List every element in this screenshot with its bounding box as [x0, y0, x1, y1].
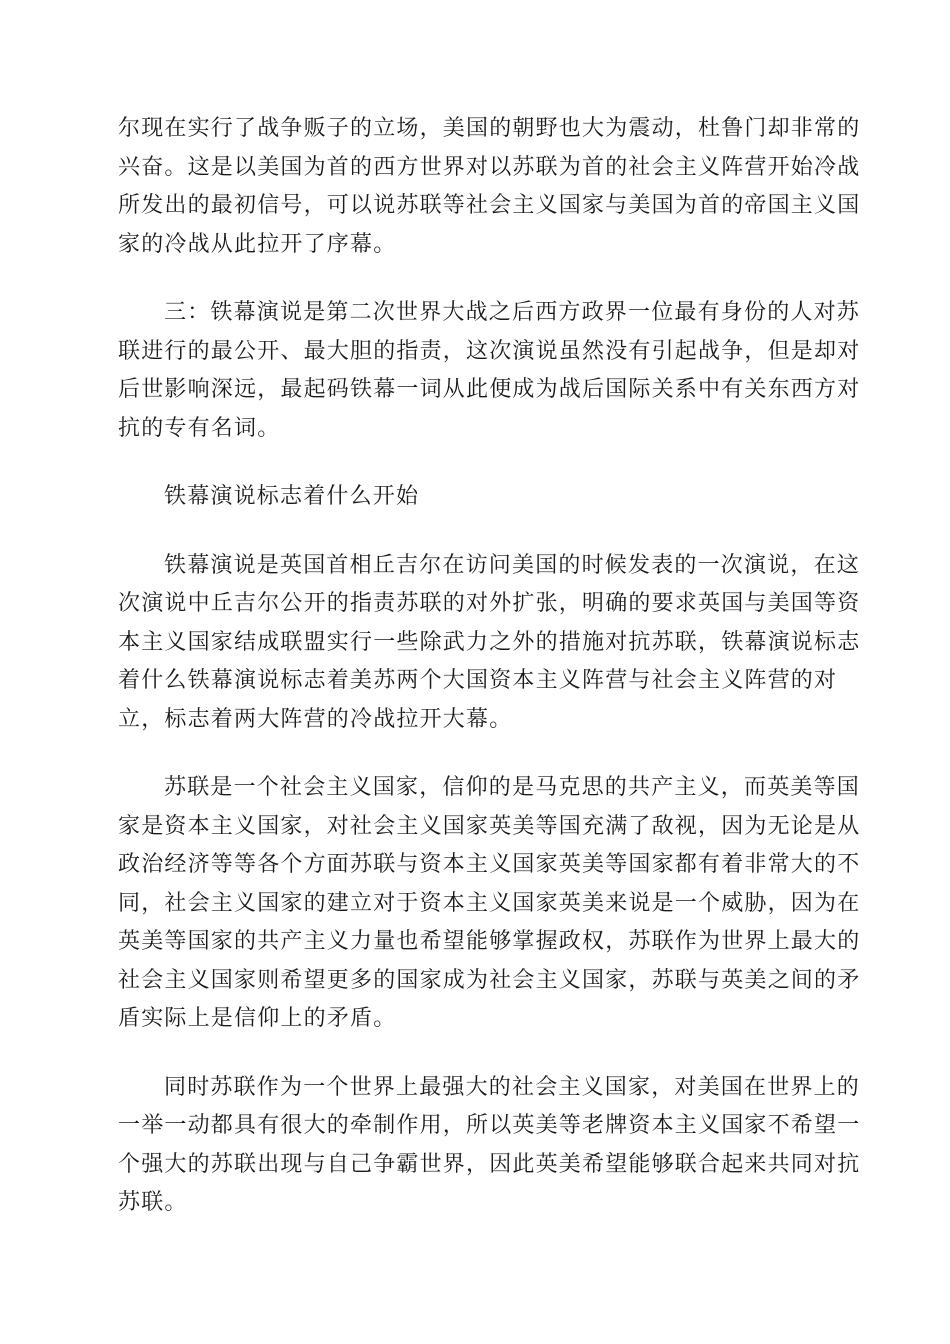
text-line: 家的冷战从此拉开了序幕。	[118, 231, 397, 257]
document-page	[118, 110, 861, 1223]
paragraph-cold-war-origin	[118, 110, 861, 264]
text-line: 三：铁幕演说是第二次世界大战之后西方政界一位最有身份的人对苏	[164, 300, 861, 325]
text-line: 英美等国家的共产主义力量也希望能够掌握政权，苏联作为世界上最大的	[118, 929, 861, 954]
text-line: 联进行的最公开、最大胆的指责，这次演说虽然没有引起战争，但是却对	[118, 338, 861, 364]
text-line: 立，标志着两大阵营的冷战拉开大幕。	[118, 706, 513, 732]
text-line: 抗的专有名词。	[118, 415, 281, 441]
text-line: 社会主义国家则希望更多的国家成为社会主义国家，苏联与英美之间的矛	[118, 967, 861, 993]
text-line: 个强大的苏联出现与自己争霸世界，因此英美希望能够联合起来共同对抗	[118, 1151, 861, 1177]
text-line: 同，社会主义国家的建立对于资本主义国家英美来说是一个威胁，因为在	[118, 890, 861, 916]
text-line: 着什么铁幕演说标志着美苏两个大国资本主义阵营与社会主义阵营的对	[118, 668, 838, 693]
paragraph-ideology-conflict	[118, 769, 861, 1039]
section-heading-text: 铁幕演说标志着什么开始	[164, 484, 420, 509]
text-line: 盾实际上是信仰上的矛盾。	[118, 1006, 397, 1031]
paragraph-point-three	[118, 294, 861, 448]
text-line: 铁幕演说是英国首相丘吉尔在访问美国的时候发表的一次演说，在这	[164, 552, 861, 578]
text-line: 苏联是一个社会主义国家，信仰的是马克思的共产主义，而英美等国	[164, 775, 861, 800]
text-line: 苏联。	[118, 1190, 188, 1215]
section-heading	[118, 478, 832, 517]
text-line: 次演说中丘吉尔公开的指责苏联的对外扩张，明确的要求英国与美国等资	[118, 591, 861, 616]
text-line: 本主义国家结成联盟实行一些除武力之外的措施对抗苏联，铁幕演说标志	[118, 629, 861, 655]
paragraph-soviet-power	[118, 1069, 861, 1223]
text-line: 兴奋。这是以美国为首的西方世界对以苏联为首的社会主义阵营开始冷战	[118, 154, 861, 180]
text-line: 后世影响深远，最起码铁幕一词从此便成为战后国际关系中有关东西方对	[118, 377, 861, 402]
text-line: 一举一动都具有很大的牵制作用，所以英美等老牌资本主义国家不希望一	[118, 1113, 861, 1138]
text-line: 同时苏联作为一个世界上最强大的社会主义国家，对美国在世界上的	[164, 1074, 861, 1100]
text-line: 尔现在实行了战争贩子的立场，美国的朝野也大为震动，杜鲁门却非常的	[118, 116, 861, 141]
paragraph-iron-curtain-speech	[118, 547, 861, 740]
text-line: 家是资本主义国家，对社会主义国家英美等国充满了敌视，因为无论是从	[118, 813, 861, 839]
text-line: 政治经济等等各个方面苏联与资本主义国家英美等国家都有着非常大的不	[118, 852, 861, 877]
text-line: 所发出的最初信号，可以说苏联等社会主义国家与美国为首的帝国主义国	[118, 193, 861, 218]
